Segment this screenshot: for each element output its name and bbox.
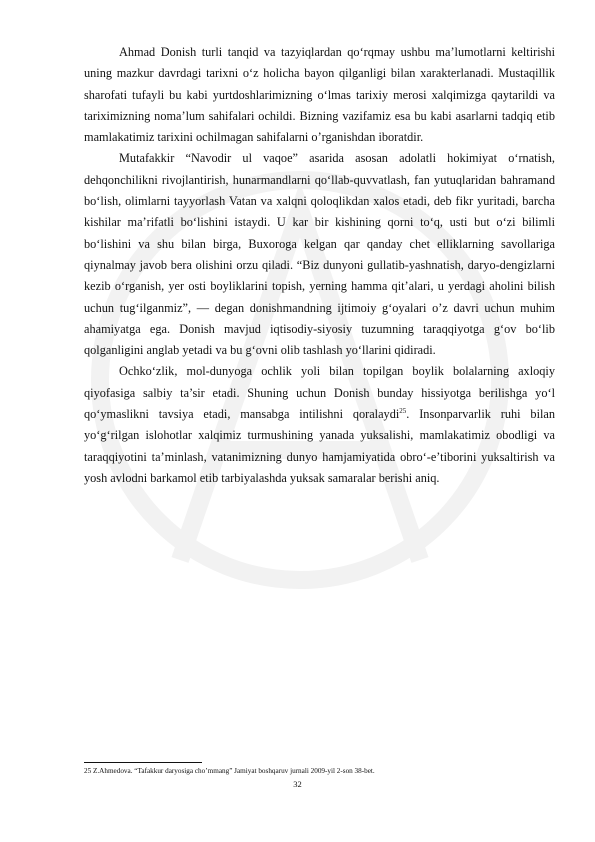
footnote-divider: [84, 762, 202, 763]
paragraph-2: Mutafakkir “Navodir ul vaqoe” asarida asosan adolatli hokimiyat o‘rnatish, dehqonchilikni rivojlantirish, hunarmandlarni qo‘llab-quvvatlash, fan yutuqlaridan bahramand bo‘lish, olimlarni tayyorlash Vatan va xalqni qoloqlikdan xalos etadi, deb fikr yuritadi, barcha kishilar ma’rifatli bo‘lishini istaydi. U kar bir kishining qorni to‘q, usti but o‘zi bilimli bo‘lishini va shu bilan birga, Buxoroga kelgan qar qanday chet elliklarning savollariga qiynalmay javob bera olishini orzu qiladi. “Biz dunyoni gullatib-yashnatish, daryo-dengizlarni kezib o‘rganish, yer osti boyliklarini topish, yerning hamma qit’alari, u yerdagi aholini bilish uchun tug‘ilganmiz”, — degan donishmandning ijtimoiy g‘oyalari o’z davri uchun muhim ahamiyatga ega. Donish mavjud iqtisodiy-siyosiy tuzumning taraqqiyotga g‘ov bo‘lib qolganligini anglab yetadi va bu g‘ovni olib tashlash yo‘llarini qidiradi.: [84, 151, 555, 358]
paragraph-3-text-before: Ochko‘zlik, mol-dunyoga ochlik yoli bilan topilgan boylik bolalarning axloqiy qiyofasiga salbiy ta’sir etadi. Shuning uchun Donish bunday hissiyotga berilishga yo‘l qo‘ymaslikni tavsiya etadi, mansabga intilishni qoralaydi: [84, 364, 555, 422]
paragraph-1: Ahmad Donish turli tanqid va tazyiqlardan qo‘rqmay ushbu ma’lumotlarni keltirishi uning mazkur davrdagi tarixni o‘z holicha bayon qilganligi bilan xarakterlanadi. Mustaqillik sharofati tufayli bu kabi yurtdoshlarimizning o‘lmas tarixiy merosi xalqimizga qaytarildi va tariximizning noma’lum sahifalari ochildi. Bizning vazifamiz esa bu kabi asarlarni tadqiq etib mamlakatimiz tarixini ochilmagan sahifalarni o’rganishdan iboratdir.: [84, 45, 555, 145]
paragraph-3: [84, 361, 555, 489]
body-text: [84, 42, 555, 489]
footnote-reference[interactable]: 25: [399, 406, 407, 415]
page-number: 32: [293, 779, 302, 789]
footnote-number: 25: [84, 767, 92, 775]
paragraph-3-text-after: . Insonparvarlik ruhi bilan yo‘g‘rilgan islohotlar xalqimiz turmushining yanada yuksalishi, mamlakatimiz obodligi va taraqqiyotini ta’minlash, vatanimizning dunyo hamjamiyatida obro‘-e’tiborini yuksaltirish va yosh avlodni barkamol etib tarbiyalashda yuksak samaralar berishi aniq.: [84, 407, 556, 485]
footnote: [84, 766, 555, 776]
footnote-text: Z.Ahmedova. “Tafakkur daryosiga cho’mmang” Jamiyat boshqaruv jurnali 2009-yil 2-son 38-bet.: [92, 767, 375, 775]
